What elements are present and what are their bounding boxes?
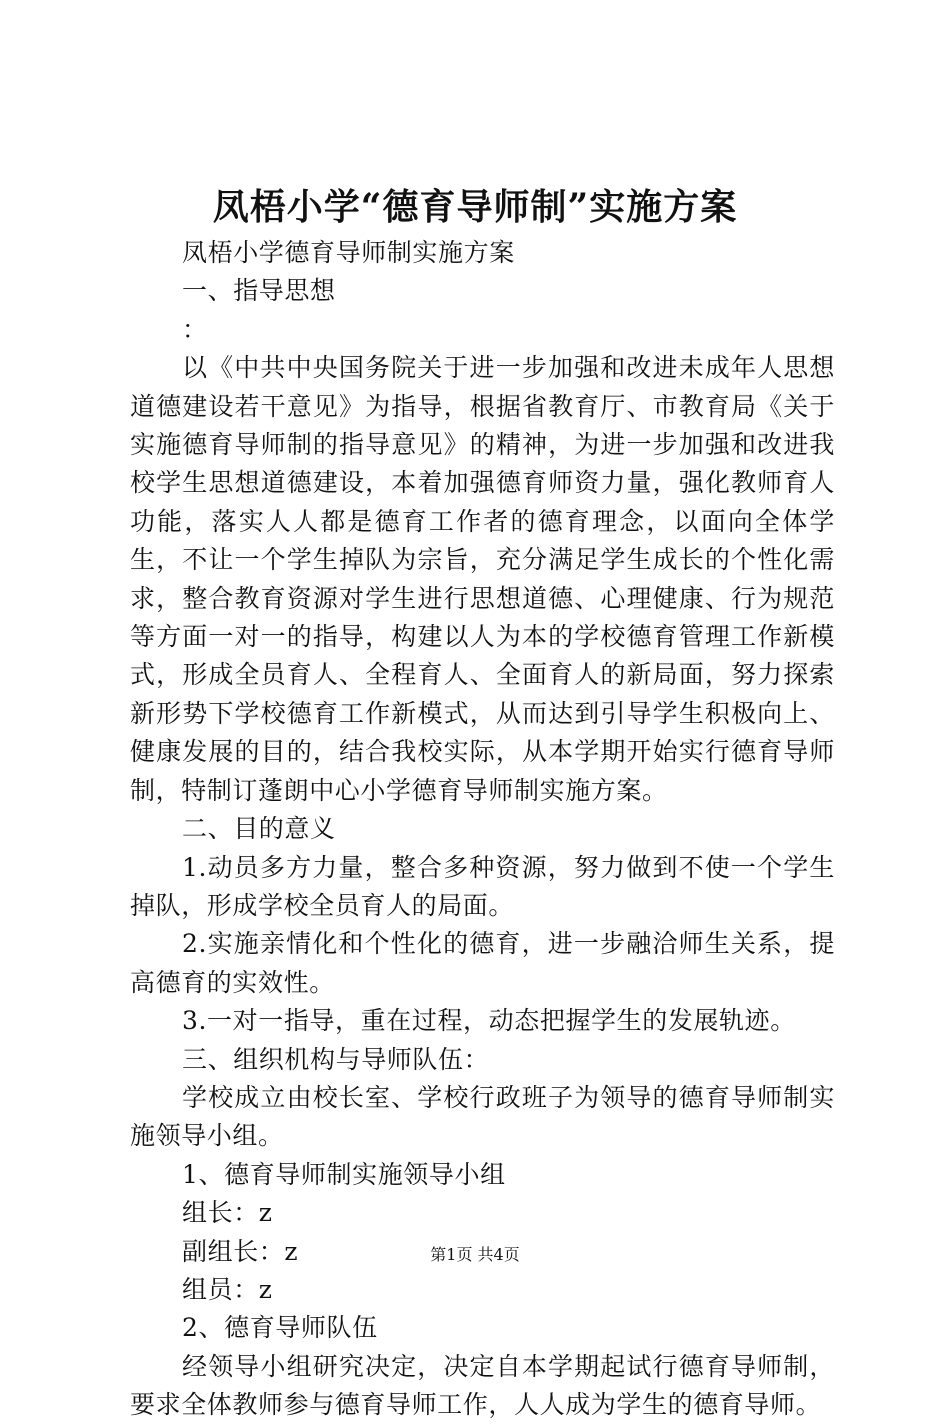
deputy-leader-line: 副组长：z <box>182 1236 299 1266</box>
purpose-item-3: 3.一对一指导，重在过程，动态把握学生的发展轨迹。 <box>182 1006 796 1036</box>
heading-organization: 三、组织机构与导师队伍： <box>182 1044 490 1074</box>
paragraph-doc-name: 凤梧小学德育导师制实施方案 <box>182 238 515 267</box>
document-title: 凤梧小学“德育导师制”实施方案 <box>212 186 738 228</box>
leader-line: 组长：z <box>182 1198 273 1228</box>
heading-purpose: 二、目的意义 <box>182 814 336 844</box>
heading-guiding-ideology: 一、指导思想 <box>182 276 336 306</box>
paragraph-colon: ： <box>182 314 208 344</box>
paragraph-guiding-ideology-body: 以《中共中央国务院关于进一步加强和改进未成年人思想道德建设若干意见》为指导，根据省教育厅、市教育局《关于实施德育导师制的指导意见》的精神，为进一步加强和改进我校学生思想道德建设，本着加强德育师资力量，强化教师育人功能，落实人人都是德育工作者的德育理念，以面向全体学生，不让一个学生掉队为宗旨，充分满足学生成长的个性化需求，整合教育资源对学生进行思想道德、心理健康、行为规范等方面一对一的指导，构建以人为本的学校德育管理工作新模式，形成全员育人、全程育人、全面育人的新局面，努力探索新形势下学校德育工作新模式，从而达到引导学生积极向上、健康发展的目的，结合我校实际，从本学期开始实行德育导师制，特制订蓬朗中心小学德育导师制实施方案。 <box>130 353 835 805</box>
subheading-mentor-team: 2、德育导师队伍 <box>182 1313 378 1343</box>
purpose-item-1: 1.动员多方力量，整合多种资源，努力做到不使一个学生掉队，形成学校全员育人的局面。 <box>130 852 835 920</box>
subheading-leadership-group: 1、德育导师制实施领导小组 <box>182 1159 506 1189</box>
purpose-item-2: 2.实施亲情化和个性化的德育，进一步融洽师生关系，提高德育的实效性。 <box>130 929 835 997</box>
members-line: 组员：z <box>182 1274 273 1304</box>
paragraph-mentor-team-body: 经领导小组研究决定，决定自本学期起试行德育导师制，要求全体教师参与德育导师工作，人人成为学生的德育导师。 <box>130 1351 835 1420</box>
page-footer: 第1页 共4页 <box>430 1245 520 1264</box>
paragraph-organization-body: 学校成立由校长室、学校行政班子为领导的德育导师制实施领导小组。 <box>130 1082 835 1151</box>
